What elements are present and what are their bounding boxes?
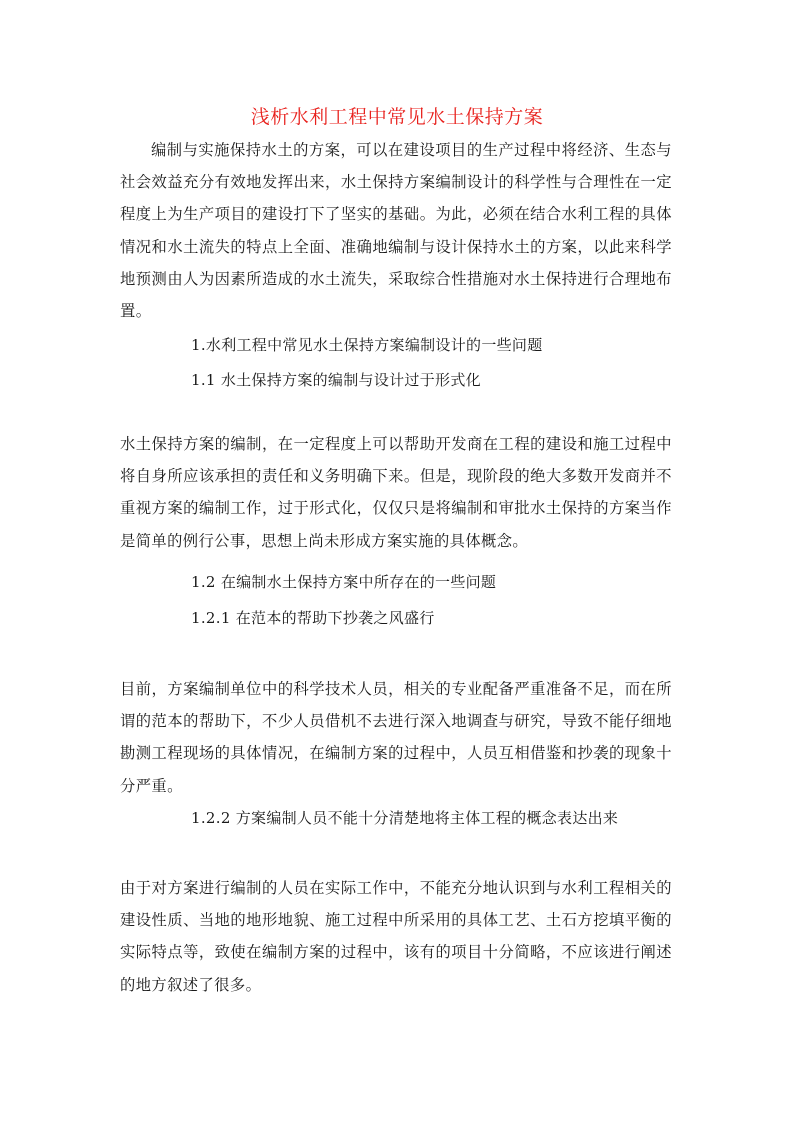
subsection-heading-1-2: 1.2 在编制水土保持方案中所存在的一些问题 — [191, 573, 497, 591]
section-heading-1: 1.水利工程中常见水土保持方案编制设计的一些问题 — [191, 336, 543, 354]
paragraph-1-1: 水土保持方案的编制，在一定程度上可以帮助开发商在工程的建设和施工过程中将自身所应该承担的责任和义务明确下来。但是，现阶段的绝大多数开发商并不重视方案的编制工作，过于形式化，仅仅只是将编制和审批水土保持的方案当作是简单的例行公事，思想上尚未形成方案实施的具体概念。 — [120, 435, 672, 550]
document-title: 浅析水利工程中常见水土保持方案 — [250, 106, 544, 128]
subsection-heading-1-2-2: 1.2.2 方案编制人员不能十分清楚地将主体工程的概念表达出来 — [191, 809, 619, 827]
subsection-heading-1-2-1: 1.2.1 在范本的帮助下抄袭之风盛行 — [191, 609, 435, 627]
paragraph-1-2-1: 目前，方案编制单位中的科学技术人员，相关的专业配备严重准备不足，而在所谓的范本的帮助下，不少人员借机不去进行深入地调查与研究，导致不能仔细地勘测工程现场的具体情况，在编制方案的过程中，人员互相借鉴和抄袭的现象十分严重。 — [120, 680, 672, 795]
intro-paragraph: 编制与实施保持水土的方案，可以在建设项目的生产过程中将经济、生态与社会效益充分有效地发挥出来，水土保持方案编制设计的科学性与合理性在一定程度上为生产项目的建设打下了坚实的基础。为此，必须在结合水利工程的具体情况和水土流失的特点上全面、准确地编制与设计保持水土的方案，以此来科学地预测由人为因素所造成的水土流失，采取综合性措施对水土保持进行合理地布置。 — [120, 141, 672, 321]
paragraph-1-2-2: 由于对方案进行编制的人员在实际工作中，不能充分地认识到与水利工程相关的建设性质、当地的地形地貌、施工过程中所采用的具体工艺、土石方挖填平衡的实际特点等，致使在编制方案的过程中，该有的项目十分简略，不应该进行阐述的地方叙述了很多。 — [120, 879, 672, 994]
subsection-heading-1-1: 1.1 水土保持方案的编制与设计过于形式化 — [191, 371, 481, 389]
